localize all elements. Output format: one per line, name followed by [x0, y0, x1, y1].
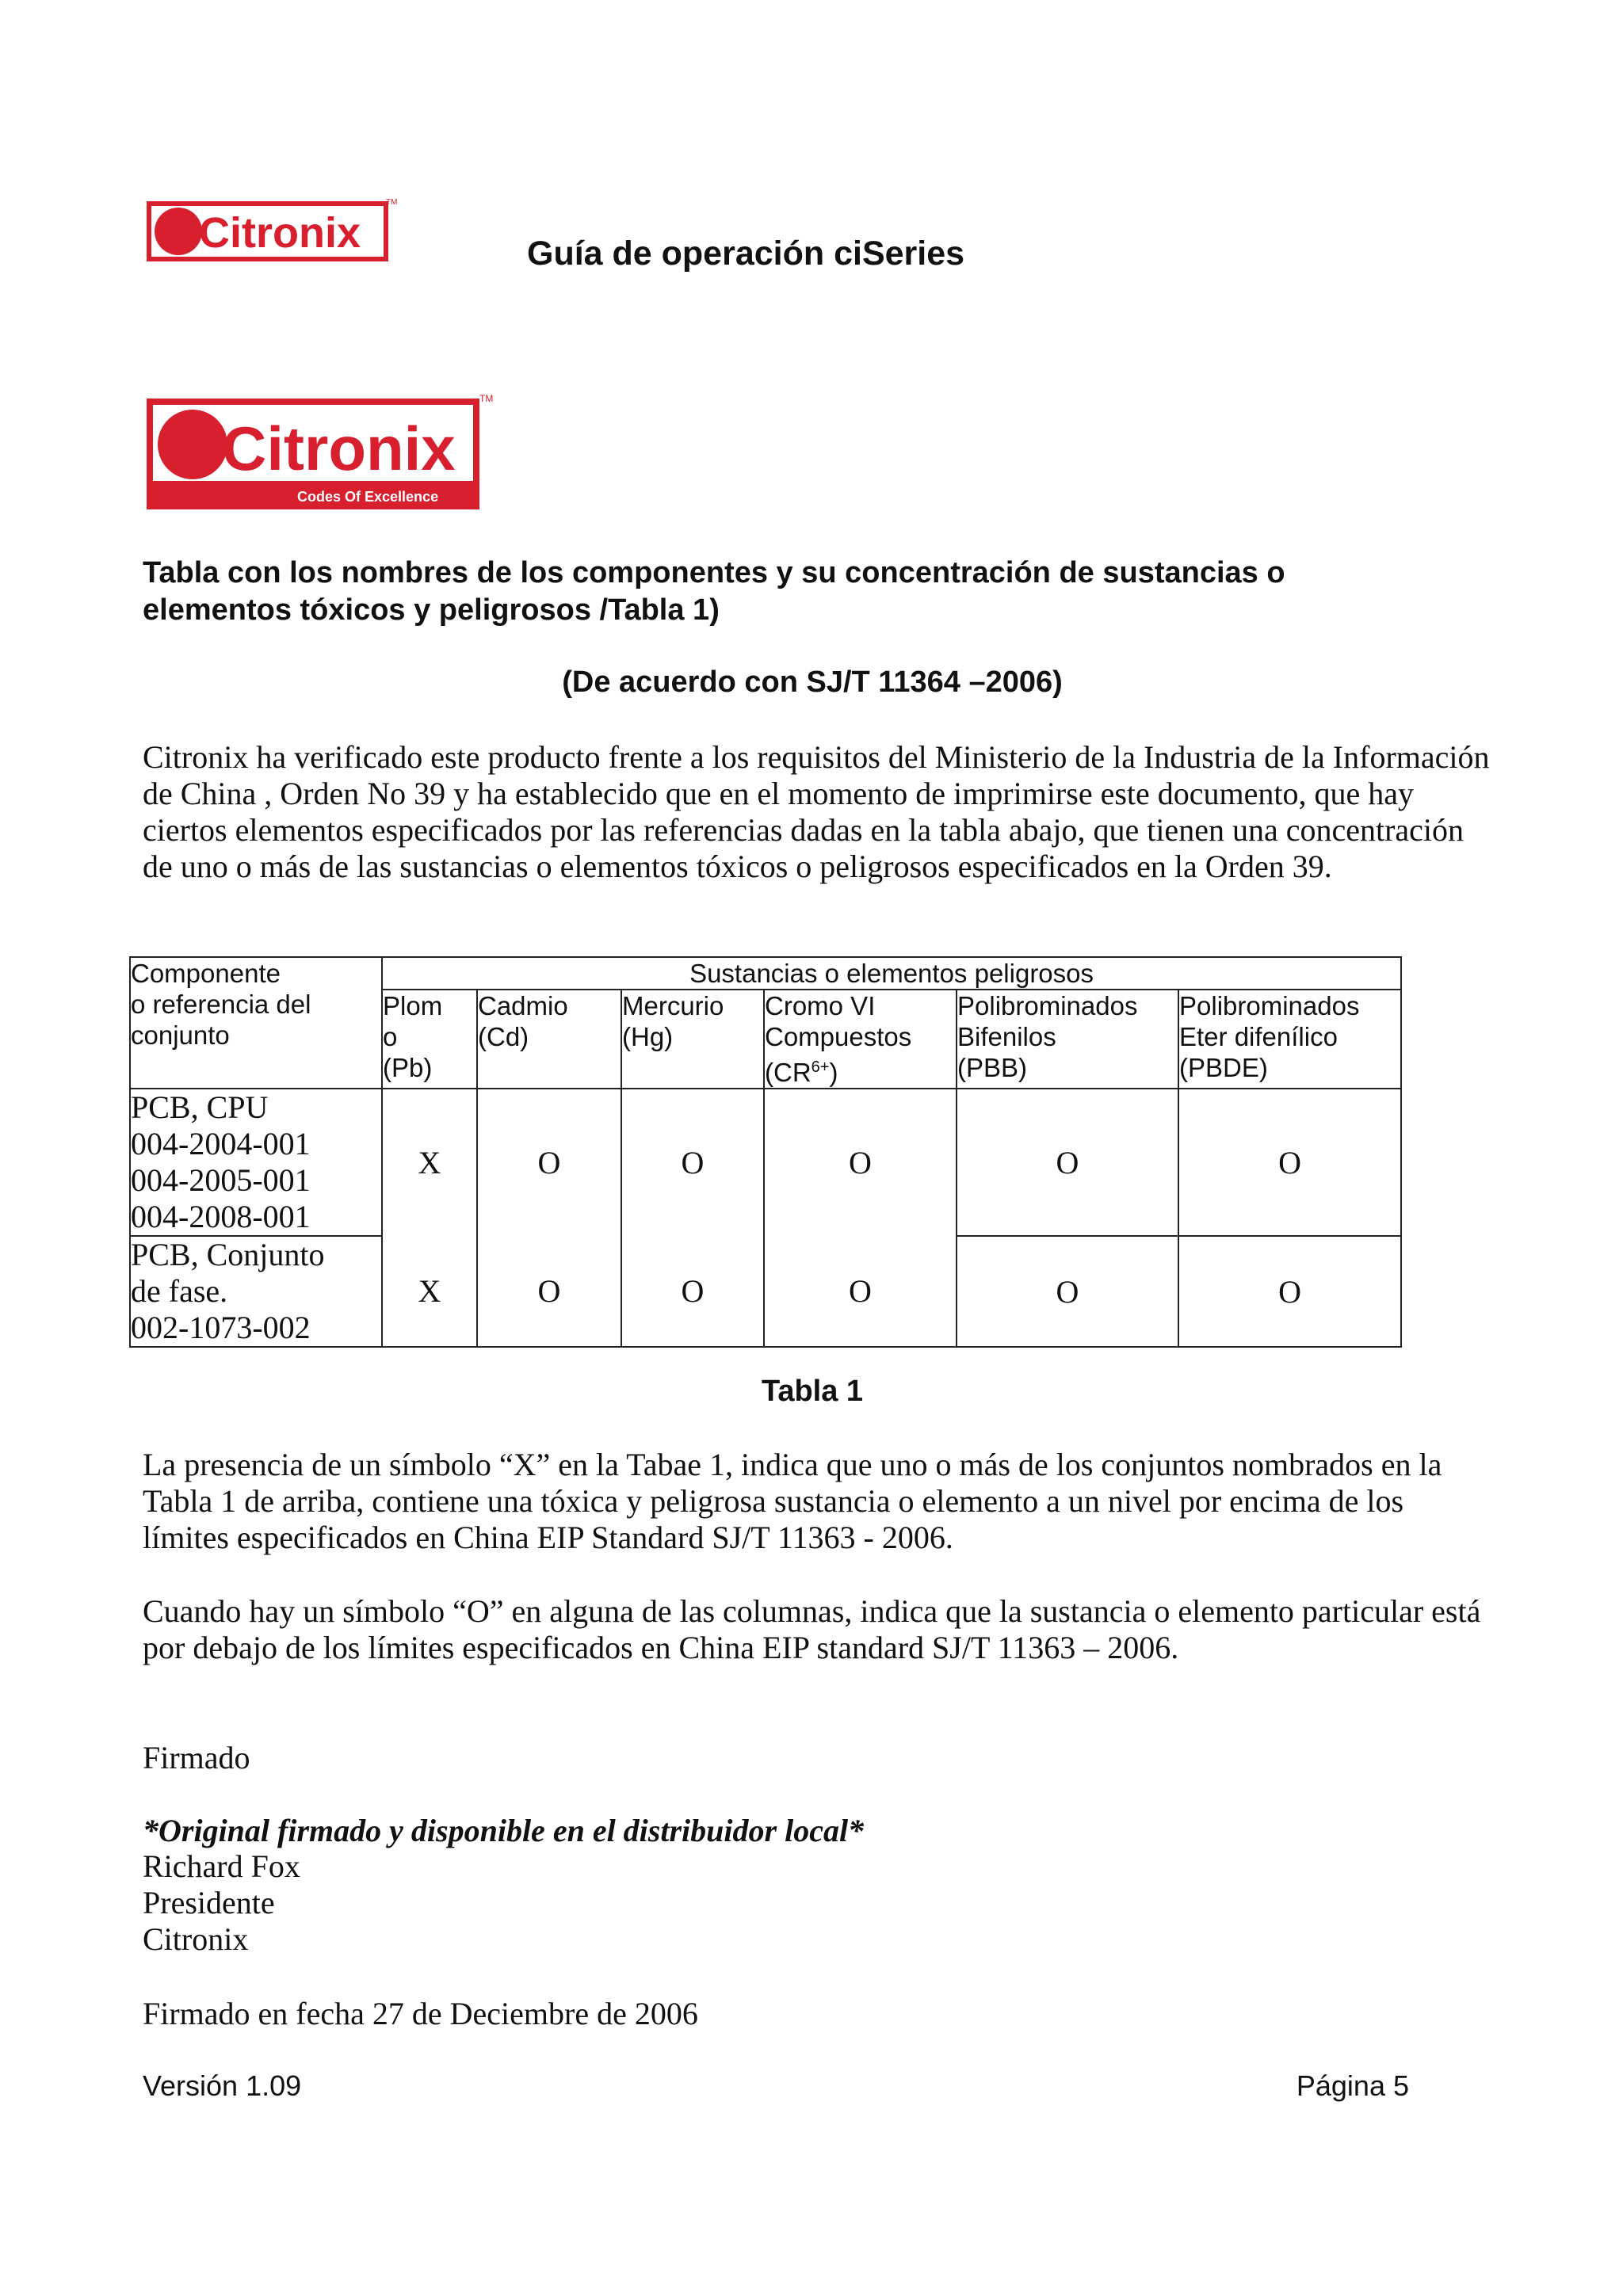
signature-note: *Original firmado y disponible en el distribuidor local*: [143, 1813, 865, 1848]
signed-date: Firmado en fecha 27 de Deciembre de 2006: [143, 1996, 698, 2031]
svg-text:TM: TM: [386, 198, 398, 207]
table-heading: Tabla con los nombres de los componentes y su concentración de sustancias o elementos tóxicos y peligrosos /Tabla 1): [143, 556, 1285, 627]
mark-cell: X: [382, 1236, 477, 1347]
component-header: Componente o referencia del conjunto: [130, 957, 382, 1089]
logo-wordmark-large: Citronix: [222, 414, 456, 483]
mark-cell: O: [957, 1089, 1178, 1236]
logo-wordmark: Citronix: [199, 209, 361, 257]
col-header-chromium: Cromo VI Compuestos $(CR^{6+})$: [764, 990, 957, 1089]
mark-cell: O: [1178, 1236, 1401, 1347]
col-header-mercury: Mercurio (Hg): [621, 990, 764, 1089]
table-caption: Tabla 1: [761, 1375, 864, 1408]
signed-label: Firmado: [143, 1740, 250, 1775]
row-label: PCB, CPU 004-2004-001 004-2005-001 004-2008-001: [130, 1089, 382, 1236]
col-header-pbde: Polibrominados Eter difenílico (PBDE): [1178, 990, 1401, 1089]
mark-cell: O: [764, 1089, 957, 1236]
mark-cell: O: [957, 1236, 1178, 1347]
standard-reference: (De acuerdo con SJ/T 11364 –2006): [562, 666, 1063, 699]
x-symbol-explanation: La presencia de un símbolo “X” en la Tabae 1, indica que uno o más de los conjuntos nombrados en la Tabla 1 de arriba, contiene una tóxica y peligrosa sustancia o elemento a un nivel por encima de los límites especificados en China EIP Standard SJ/T 11363 - 2006.: [143, 1447, 1442, 1555]
col-header-cadmium: Cadmio (Cd): [477, 990, 621, 1089]
signatory-company: Citronix: [143, 1921, 249, 1957]
signatory-block: [143, 1848, 300, 1958]
logo-tagline: Codes Of Excellence: [297, 489, 439, 505]
mark-cell: O: [764, 1236, 957, 1347]
table-row: [130, 1089, 1401, 1236]
o-symbol-explanation: Cuando hay un símbolo “O” en alguna de las columnas, indica que la sustancia o elemento particular está por debajo de los límites especificados en China EIP standard SJ/T 11363 – 2006.: [143, 1593, 1481, 1665]
mark-cell: O: [1178, 1089, 1401, 1236]
col-header-pbb: Polibrominados Bifenilos (PBB): [957, 990, 1178, 1089]
intro-paragraph: Citronix ha verificado este producto frente a los requisitos del Ministerio de la Industria de la Información de China , Orden No 39 y ha establecido que en el momento de imprimirse este documento, que hay ciertos elementos especificados por las referencias dadas en la tabla abajo, que tienen una concentración de uno o más de las sustancias o elementos tóxicos o peligrosos especificados en la Orden 39.: [143, 739, 1490, 884]
col-header-lead: Plom o (Pb): [382, 990, 477, 1089]
mark-cell: X: [382, 1089, 477, 1236]
substances-header: Sustancias o elementos peligrosos: [382, 957, 1401, 990]
mark-cell: O: [621, 1089, 764, 1236]
citronix-logo-small: [147, 196, 400, 266]
document-title: Guía de operación ciSeries: [527, 235, 965, 273]
hazardous-substances-table: [129, 956, 1402, 1348]
citronix-logo-large: [147, 392, 497, 515]
footer-version: Versión 1.09: [143, 2069, 302, 2102]
mark-cell: O: [477, 1089, 621, 1236]
svg-text:TM: TM: [479, 393, 494, 404]
mark-cell: O: [477, 1236, 621, 1347]
footer-page-number: Página 5: [1296, 2069, 1409, 2102]
table-row: [130, 1236, 1401, 1347]
row-label: PCB, Conjunto de fase. 002-1073-002: [130, 1236, 382, 1347]
signatory-name: Richard Fox: [143, 1848, 300, 1884]
mark-cell: O: [621, 1236, 764, 1347]
signatory-role: Presidente: [143, 1885, 275, 1920]
